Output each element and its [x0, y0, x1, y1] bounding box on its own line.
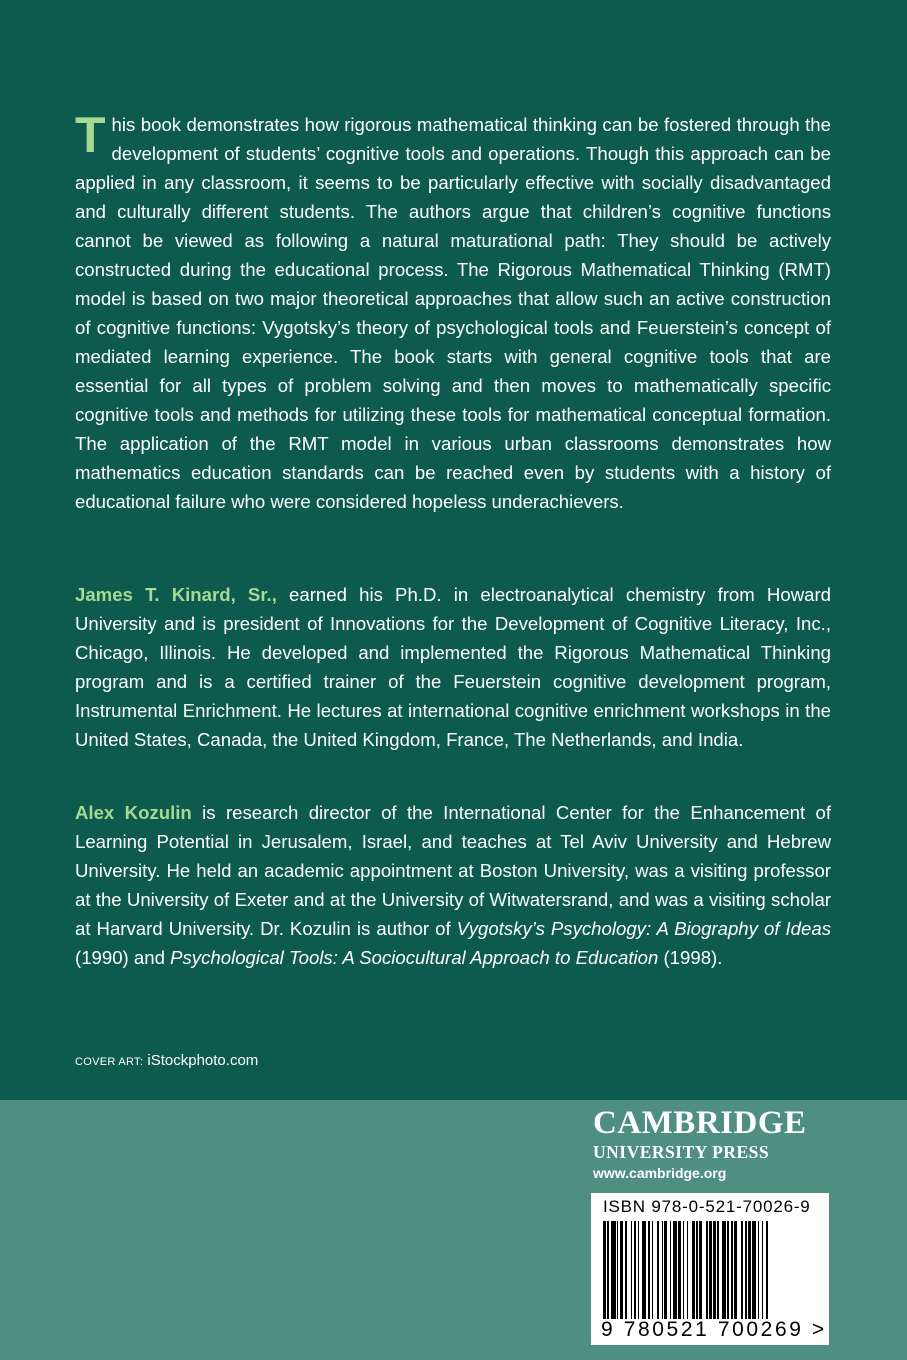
ean-number: 9 780521 700269 > [601, 1318, 827, 1341]
barcode-bars [603, 1221, 817, 1319]
book-title-1: Vygotsky’s Psychology: A Biography of Ideas [456, 918, 831, 939]
book-blurb [75, 107, 831, 516]
author-bio-kozulin [75, 798, 831, 972]
author-bio-kinard [75, 580, 831, 754]
author-bio-text-kinard: earned his Ph.D. in electroanalytical chemistry from Howard University and is president of Innovations for the Development of Cognitive Literacy, Inc., Chicago, Illinois. He developed and implemented the Rigorous Mathematical Thinking program and is a certified trainer of the Feuerstein cognitive development program, Instrumental Enrichment. He lectures at international cognitive enrichment workshops in the United States, Canada, the United Kingdom, France, The Netherlands, and India. [75, 584, 831, 750]
blurb-text: his book demonstrates how rigorous mathematical thinking can be fostered through the development of students’ cognitive tools and operations. Though this approach can be applied in any classroom, it seems to be particularly effective with socially disadvantaged and culturally different students. The authors argue that children’s cognitive functions cannot be viewed as following a natural maturational path: They should be actively constructed during the educational process. The Rigorous Mathematical Thinking (RMT) model is based on two major theoretical approaches that allow such an active construction of cognitive functions: Vygotsky’s theory of psychological tools and Feuerstein’s concept of mediated learning experience. The book starts with general cognitive tools that are essential for all types of problem solving and then moves to mathematically specific cognitive tools and methods for utilizing these tools for mathematical conceptual formation. The application of the RMT model in various urban classrooms demonstrates how mathematics education standards can be reached even by students with a history of educational failure who were considered hopeless underachievers. [75, 114, 831, 512]
barcode-gap [768, 1221, 769, 1319]
drop-cap: T [75, 107, 106, 163]
author-bio-text-kozulin-a: is research director of the International Center for the Enhancement of Learning Potential in Jerusalem, Israel, and teaches at Tel Aviv University and Hebrew University. He held an academic appointment at Boston University, was a visiting professor at the University of Exeter and at the University of Witwatersrand, and was a visiting scholar at Harvard University. Dr. Kozulin is author of [75, 802, 832, 939]
cover-art-label: COVER ART: [75, 1056, 144, 1068]
publisher-name: CAMBRIDGE [593, 1105, 807, 1141]
book-title-2: Psychological Tools: A Sociocultural Approach to Education [170, 947, 659, 968]
author-bio-text-kozulin-c: (1998). [658, 947, 723, 968]
author-bio-text-kozulin-b: (1990) and [75, 947, 171, 968]
publisher-block [593, 1104, 833, 1184]
cover-art-credit [75, 1052, 258, 1069]
publisher-subname: UNIVERSITY PRESS [593, 1142, 770, 1162]
cover-art-value: iStockphoto.com [143, 1052, 259, 1069]
isbn-text: ISBN 978-0-521-70026-9 [603, 1197, 811, 1216]
publisher-url: www.cambridge.org [593, 1165, 727, 1181]
author-name-kinard: James T. Kinard, Sr., [75, 584, 277, 605]
barcode-label [591, 1193, 829, 1345]
author-name-kozulin: Alex Kozulin [75, 802, 192, 823]
